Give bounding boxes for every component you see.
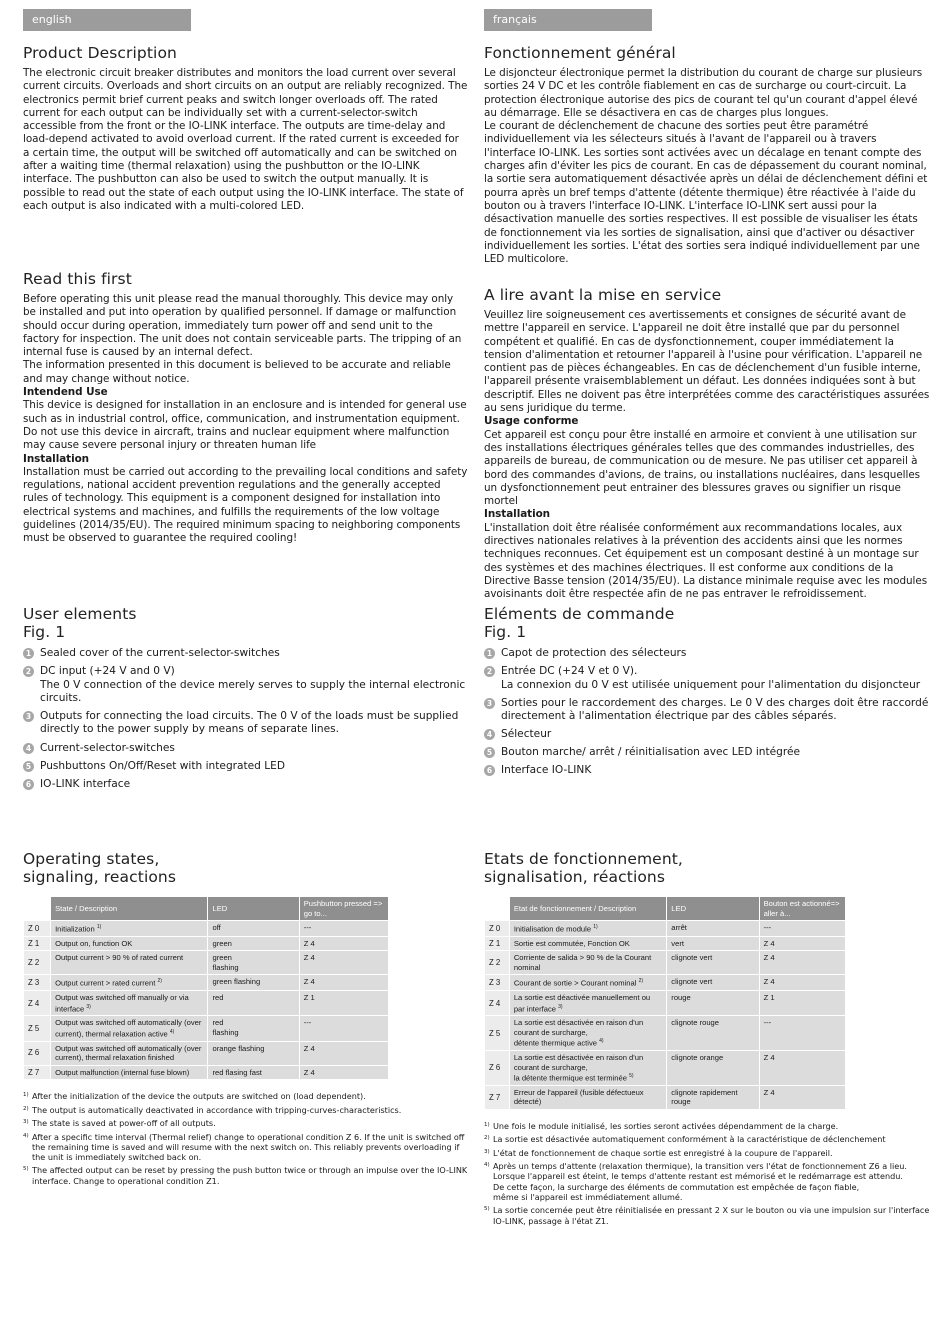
table-row [485, 1051, 845, 1085]
footnote [23, 1165, 468, 1185]
state-description [510, 1086, 666, 1109]
operating-states-section [23, 850, 468, 1189]
footnote-number: 5) [23, 1166, 29, 1173]
footnote-text: After a specific time interval (Thermal relief) change to operational condition Z 6. If the unit is switched off the remaining time is saved and will resume with the next switch on. This reliably prevents overloading if the unit is immediately switched back on. [32, 1131, 465, 1162]
table-row [485, 991, 845, 1015]
footnote-text: After the initialization of the device the outputs are switched on (load dependent). [32, 1091, 366, 1101]
table-row [485, 937, 845, 950]
led-state: orange flashing [208, 1042, 298, 1065]
table-row [24, 991, 388, 1015]
installation-text: L'installation doit être réalisée conformément aux recommandations locales, aux directives nationales relatives à la prévention des accidents ainsi que les normes techniques reconnues. Cet équipement est un composant destiné à un montage sur des systèmes et des machines électriques. Il est conforme aux conditions de la Directive Basse tension (2014/35/EU). La distance minimale requise avec les modules avoisinants doit être respectée afin de ne pas entraver le refroidissement. [484, 521, 928, 601]
item-number-badge: 2 [484, 666, 495, 677]
item-text: Current-selector-switches [40, 741, 175, 754]
footnote-number: 5) [484, 1206, 490, 1213]
section-title: Eléments de commande [484, 605, 675, 623]
column-header: Etat de fonctionnement / Description [510, 897, 666, 920]
item-text: Outputs for connecting the load circuits. The 0 V of the loads must be supplied directly to the power supply by means of separate lines. [40, 710, 459, 736]
column-header: LED [667, 897, 758, 920]
state-code: Z 3 [24, 975, 50, 990]
item-number-badge: 3 [484, 698, 495, 709]
state-description [51, 1042, 207, 1065]
footnote [23, 1105, 468, 1115]
footnote-ref: 1) [593, 924, 598, 930]
table-row [24, 921, 388, 936]
pushbutton-target: Z 4 [760, 1086, 845, 1109]
state-description [510, 921, 666, 936]
footnote-text: The affected output can be reset by pressing the push button twice or through an impulse over the IO-LINK interface. Change to operational condition Z1. [32, 1165, 468, 1186]
section-title: Operating states, [23, 850, 160, 868]
column-header: Pushbutton pressed => go to... [300, 897, 388, 920]
column-header: LED [208, 897, 298, 920]
description-text: Output was switched off manually or via interface [55, 993, 189, 1014]
footnote-text: The output is automatically deactivated in accordance with tripping-curves-characteristics. [32, 1104, 402, 1115]
state-description [510, 1016, 666, 1050]
warning-text: Veuillez lire soigneusement ces avertissements et consignes de sécurité avant de mettre l'appareil en service. L'appareil ne doit être installé que par du personnel compétent et qualifié. En cas de dysfonctionnement, couper immédiatement la tension d'alimentation et retourner l'appareil à l'usine pour vérification. L'appareil ne contient pas de pièces échangeables. En cas de déclenchement d'un fusible interne, l'appareil présente vraisemblablement un défaut. Les données indiquées sont à but descriptif. Elles ne doivent pas être interprétées comme des caractéristiques assurées au sens juridique du terme. [484, 309, 930, 415]
item-text: IO-LINK interface [40, 777, 131, 790]
state-code: Z 1 [485, 937, 509, 950]
pushbutton-target: Z 1 [760, 991, 845, 1015]
state-code: Z 5 [485, 1016, 509, 1050]
pushbutton-target: --- [760, 921, 845, 936]
list-item [23, 778, 468, 791]
footnote-number: 1) [23, 1092, 29, 1098]
description-text: Output on, function OK [55, 938, 133, 948]
installation-heading: Installation [23, 452, 90, 465]
pushbutton-target: Z 4 [760, 1051, 845, 1085]
led-state: clignote rapidement rouge [667, 1086, 758, 1109]
state-description [510, 1051, 666, 1085]
pushbutton-target: Z 4 [300, 1042, 388, 1065]
pushbutton-target: --- [760, 1016, 845, 1050]
led-state: red [208, 991, 298, 1015]
footnote [484, 1148, 930, 1158]
state-description [51, 975, 207, 990]
state-code: Z 3 [485, 975, 509, 990]
footnote-number: 4) [484, 1162, 490, 1169]
read-this-first-section [484, 286, 930, 602]
footnote [484, 1121, 930, 1131]
section-subtitle: signalisation, réactions [484, 868, 666, 886]
footnote-ref: 3) [558, 1003, 563, 1010]
column-header: State / Description [51, 897, 207, 920]
table-row [24, 951, 388, 974]
state-code: Z 2 [24, 951, 50, 974]
state-code: Z 6 [24, 1042, 50, 1065]
section-subtitle: signaling, reactions [23, 868, 177, 886]
list-item [23, 665, 468, 705]
item-text: Sélecteur [501, 728, 552, 741]
led-state: rouge [667, 991, 758, 1015]
pushbutton-target: --- [300, 1016, 388, 1040]
footnote [23, 1091, 468, 1101]
intended-use-text: This device is designed for installation in an enclosure and is intended for general use such as in industrial control, office, communication, and instrumentation equipment. Do not use this device in aircraft, trains and nuclear equipment where malfunction may cause severe personal injury or threaten human life [23, 399, 467, 452]
footnote-text: L'état de fonctionnement de chaque sortie est enregistré à la coupure de l'appareil. [493, 1147, 833, 1158]
footnote [23, 1132, 468, 1163]
footnote-text: Après un temps d'attente (relaxation thermique), la transition vers l'état de fonctionnement Z6 a lieu. Lorsque l'appareil est éteint, le temps d'attente restant est mémorisé et le redémarrage est attendu. De cette façon, la surcharge des éléments de commutation est empêchée de façon fiable, même si l'appareil est immédiatement allumé. [493, 1161, 907, 1202]
list-item [23, 647, 468, 660]
state-description [51, 921, 207, 936]
list-item [23, 760, 468, 773]
item-number-badge: 2 [23, 666, 34, 677]
state-code: Z 4 [485, 991, 509, 1015]
description-text: Output was switched off automatically (over current), thermal relaxation active [55, 1018, 202, 1039]
state-description [510, 951, 666, 974]
footnote-text: Une fois le module initialisé, les sorties seront activées dépendamment de la charge. [493, 1120, 839, 1131]
description-text: Output malfunction (internal fuse blown) [55, 1067, 190, 1077]
led-state: clignote vert [667, 975, 758, 990]
footnote [484, 1134, 930, 1144]
pushbutton-target: Z 4 [300, 975, 388, 990]
description-text: Initialisation de module [513, 924, 592, 934]
description-text: Corriente de salida > 90 % de la Courant nominal [513, 953, 652, 972]
installation-text: Installation must be carried out according to the prevailing local conditions and safety regulations, national accident prevention regulations and the generally accepted rules of technology. This equipment is a component designed for installation into electrical systems and machines, and fulfills the requirements of the low voltage guidelines (2014/35/EU). The required minimum spacing to neighboring components must be observed to guarantee the required cooling! [23, 465, 468, 545]
product-description-section [484, 44, 930, 266]
column-header: Bouton est actionné=> aller à... [760, 897, 845, 920]
led-state: red flasing fast [208, 1066, 298, 1079]
pushbutton-target: Z 1 [300, 991, 388, 1015]
pushbutton-target: Z 4 [760, 975, 845, 990]
item-number-badge: 6 [23, 779, 34, 790]
pushbutton-target: Z 4 [760, 937, 845, 950]
item-text: Sealed cover of the current-selector-switches [40, 647, 280, 659]
description-text: Output was switched off automatically (over current), thermal relaxation finished [55, 1043, 202, 1063]
table-row [485, 975, 845, 990]
footnote-ref: 2) [157, 978, 162, 985]
description-text: Erreur de l'appareil (fusible défectueux détecté) [513, 1087, 644, 1107]
footnote [484, 1161, 930, 1202]
user-elements-list [484, 647, 930, 778]
item-subtext: The 0 V connection of the device merely serves to supply the internal electronic circuits. [40, 678, 466, 704]
product-description-section [23, 44, 468, 213]
state-description [51, 1066, 207, 1079]
table-row [24, 1066, 388, 1079]
list-item [484, 697, 930, 724]
footnote-text: La sortie est désactivée automatiquement conformément à la caractéristique de déclenchement [493, 1134, 886, 1145]
state-code: Z 2 [485, 951, 509, 974]
item-text: Capot de protection des sélecteurs [501, 647, 687, 659]
description-text: La sortie est désactivée en raison d'un courant de surcharge, la détente thermique est terminée [513, 1053, 644, 1083]
footnote-ref: 4) [599, 1038, 604, 1045]
item-text: DC input (+24 V and 0 V) [40, 665, 175, 678]
led-state: arrêt [667, 921, 758, 936]
footnote-ref: 5) [629, 1073, 634, 1079]
footnote-text: The state is saved at power-off of all outputs. [32, 1118, 216, 1128]
state-description [510, 991, 666, 1015]
operating-states-table [484, 896, 846, 1110]
user-elements-list [23, 647, 468, 791]
state-code: Z 7 [24, 1066, 50, 1079]
footnote-number: 4) [23, 1132, 29, 1139]
led-state: green flashing [208, 975, 298, 990]
state-description [510, 975, 666, 990]
item-subtext: La connexion du 0 V est utilisée uniquement pour l'alimentation du disjoncteur [501, 678, 921, 691]
footnote-number: 2) [23, 1105, 29, 1112]
footnote [23, 1118, 468, 1128]
description-text: Courant de sortie > Courant nominal [513, 978, 637, 988]
led-state: green [208, 937, 298, 950]
item-number-badge: 1 [23, 648, 34, 659]
item-number-badge: 5 [484, 747, 495, 758]
led-state: clignote rouge [667, 1016, 758, 1050]
list-item [23, 742, 468, 755]
led-state: green flashing [208, 951, 298, 974]
figure-reference: Fig. 1 [484, 623, 527, 641]
section-title: Product Description [23, 44, 177, 62]
state-description [51, 1016, 207, 1040]
list-item [484, 746, 930, 759]
led-state: clignote orange [667, 1051, 758, 1085]
user-elements-section [484, 605, 930, 782]
intended-use-text: Cet appareil est conçu pour être installé en armoire et convient à une utilisation sur des installations électriques générales telles que des commandes industrielles, des appareils de bureau, de communication ou de mesure. Ne pas utiliser cet appareil à bord des commandes d'avions, de trains, ou installations nucléaires, dans lesquelles un dysfonctionnement peut entrainer des blessures graves ou signifier un risque mortel [484, 428, 921, 508]
footnote [484, 1205, 930, 1225]
state-description [51, 951, 207, 974]
section-title: A lire avant la mise en service [484, 286, 722, 304]
section-title: Etats de fonctionnement, [484, 850, 683, 868]
product-description-text: The electronic circuit breaker distributes and monitors the load current over several current circuits. Overloads and short circuits on an output are reliably recognized. The electronics permit brief current peaks and switch longer overloads off. The rated current for each output can be individually set with a current-selector-switch accessible from the front or the IO-LINK interface. The outputs are time-delay and load-depend activated to avoid overload current. If the rated current is exceeded for a certain time, the output will be switched off automatically and can be switched on after a waiting time (thermal relaxation) using the pushbutton or the IO-LINK interface. The pushbutton can also be used to switch the output manually. It is possible to read out the state of each output using the IO-LINK interface. The state of each output is also indicated with a multi-colored LED. [23, 67, 468, 212]
footnotes [484, 1121, 930, 1226]
table-row [24, 975, 388, 990]
warning-text: Before operating this unit please read the manual thoroughly. This device may only be installed and put into operation by qualified personnel. If damage or malfunction should occur during operation, immediately turn power off and send unit to the factory for inspection. The unit does not contain serviceable parts. The tripping of an internal fuse is caused by an internal defect. [23, 293, 462, 359]
intended-use-heading: Intendend Use [23, 386, 108, 399]
section-title: Fonctionnement général [484, 44, 676, 62]
footnote-ref: 3) [86, 1003, 91, 1010]
footnote-ref: 2) [638, 978, 644, 985]
operating-states-section [484, 850, 930, 1229]
state-code: Z 1 [24, 937, 50, 950]
table-row [24, 1042, 388, 1065]
list-item [484, 665, 930, 692]
led-state: red flashing [208, 1016, 298, 1040]
pushbutton-target: Z 4 [300, 951, 388, 974]
item-text: Bouton marche/ arrêt / réinitialisation avec LED intégrée [501, 746, 801, 759]
table-row [24, 937, 388, 950]
operating-states-table [23, 896, 389, 1080]
description-text: Output current > rated current [55, 978, 156, 988]
item-text: Sorties pour le raccordement des charges. Le 0 V des charges doit être raccordé directement à l'alimentation électrique par des câbles séparés. [501, 696, 929, 722]
led-state: off [208, 921, 298, 936]
product-description-text: Le disjoncteur électronique permet la distribution du courant de charge sur plusieurs sorties 24 V DC et les contrôle fiablement en cas de surcharge ou court-circuit. La protection électronique autorise des pics de courant tel qu'un courant d'appel élevé au démarrage. Elle se désactivera en cas de charges plus longues. Le courant de déclenchement de chacune des sorties peut être paramétré individuellement via les sélecteurs situés à l'avant de l'appareil ou à travers l'interface IO-LINK. Les sorties sont activées avec un décalage en tenant compte des charges afin d'éviter les pics de courant. En cas de dépassement du courant nominal, la sortie sera automatiquement désactivée après un délai de déclenchement défini et pourra après un bref temps d'attente (détente thermique) être réactivée à l'aide du bouton ou à travers l'interface IO-LINK. L'interface IO-LINK sert aussi pour la désactivation manuelle des sorties respectives. Il est possible de visualiser les états de fonctionnement via les sorties de signalisation, ainsi que d'activer ou désactiver individuellement les sorties. L'état des sorties sera indiqué individuellement par une LED multicolore. [484, 67, 928, 266]
state-code: Z 0 [485, 921, 509, 936]
user-elements-section [23, 605, 468, 796]
state-code: Z 4 [24, 991, 50, 1015]
item-number-badge: 1 [484, 648, 495, 659]
table-row [485, 921, 845, 936]
section-title: Read this first [23, 270, 132, 288]
item-number-badge: 4 [23, 743, 34, 754]
state-code: Z 7 [485, 1086, 509, 1109]
footnote-ref: 1) [96, 924, 102, 930]
pushbutton-target: --- [300, 921, 388, 936]
footnote-number: 3) [23, 1119, 29, 1125]
table-row [485, 951, 845, 974]
item-number-badge: 4 [484, 729, 495, 740]
list-item [484, 764, 930, 777]
footnote-number: 2) [484, 1135, 490, 1142]
item-number-badge: 5 [23, 761, 34, 772]
state-code: Z 0 [24, 921, 50, 936]
read-this-first-section [23, 270, 468, 546]
description-text: La sortie est déactivée manuellement ou par interface [513, 993, 651, 1014]
footnote-number: 1) [484, 1121, 490, 1128]
item-number-badge: 3 [23, 711, 34, 722]
item-text: Pushbuttons On/Off/Reset with integrated LED [40, 759, 286, 772]
pushbutton-target: Z 4 [300, 1066, 388, 1079]
pushbutton-target: Z 4 [300, 937, 388, 950]
state-code: Z 5 [24, 1016, 50, 1040]
pushbutton-target: Z 4 [760, 951, 845, 974]
led-state: vert [667, 937, 758, 950]
item-number-badge: 6 [484, 765, 495, 776]
footnotes [23, 1091, 468, 1186]
item-text: Entrée DC (+24 V et 0 V). [501, 665, 638, 678]
table-row [485, 1016, 845, 1050]
list-item [484, 647, 930, 660]
description-text: Output current > 90 % of rated current [55, 953, 184, 963]
footnote-text: La sortie concernée peut être réinitialisée en pressant 2 X sur le bouton ou via une impulsion sur l'interface IO-LINK, passage à l'état Z1. [493, 1205, 930, 1226]
description-text: Sortie est commutée, Fonction OK [513, 938, 630, 948]
installation-heading: Installation [484, 508, 551, 521]
language-tab-english: english [23, 9, 191, 31]
figure-reference: Fig. 1 [23, 623, 66, 641]
footnote-ref: 4) [169, 1028, 175, 1035]
led-state: clignote vert [667, 951, 758, 974]
state-description [51, 937, 207, 950]
description-text: La sortie est désactivée en raison d'un courant de surcharge, détente thermique active [513, 1018, 644, 1048]
table-row [485, 1086, 845, 1109]
state-description [510, 937, 666, 950]
section-title: User elements [23, 605, 137, 623]
footnote-number: 3) [484, 1148, 490, 1155]
state-description [51, 991, 207, 1015]
list-item [484, 728, 930, 741]
list-item [23, 710, 468, 737]
disclaimer-text: The information presented in this document is believed to be accurate and reliable and may change without notice. [23, 359, 451, 385]
language-tab-french: français [484, 9, 652, 31]
description-text: Initialization [55, 924, 95, 934]
table-row [24, 1016, 388, 1040]
intended-use-heading: Usage conforme [484, 415, 579, 428]
state-code: Z 6 [485, 1051, 509, 1085]
item-text: Interface IO-LINK [501, 764, 592, 777]
